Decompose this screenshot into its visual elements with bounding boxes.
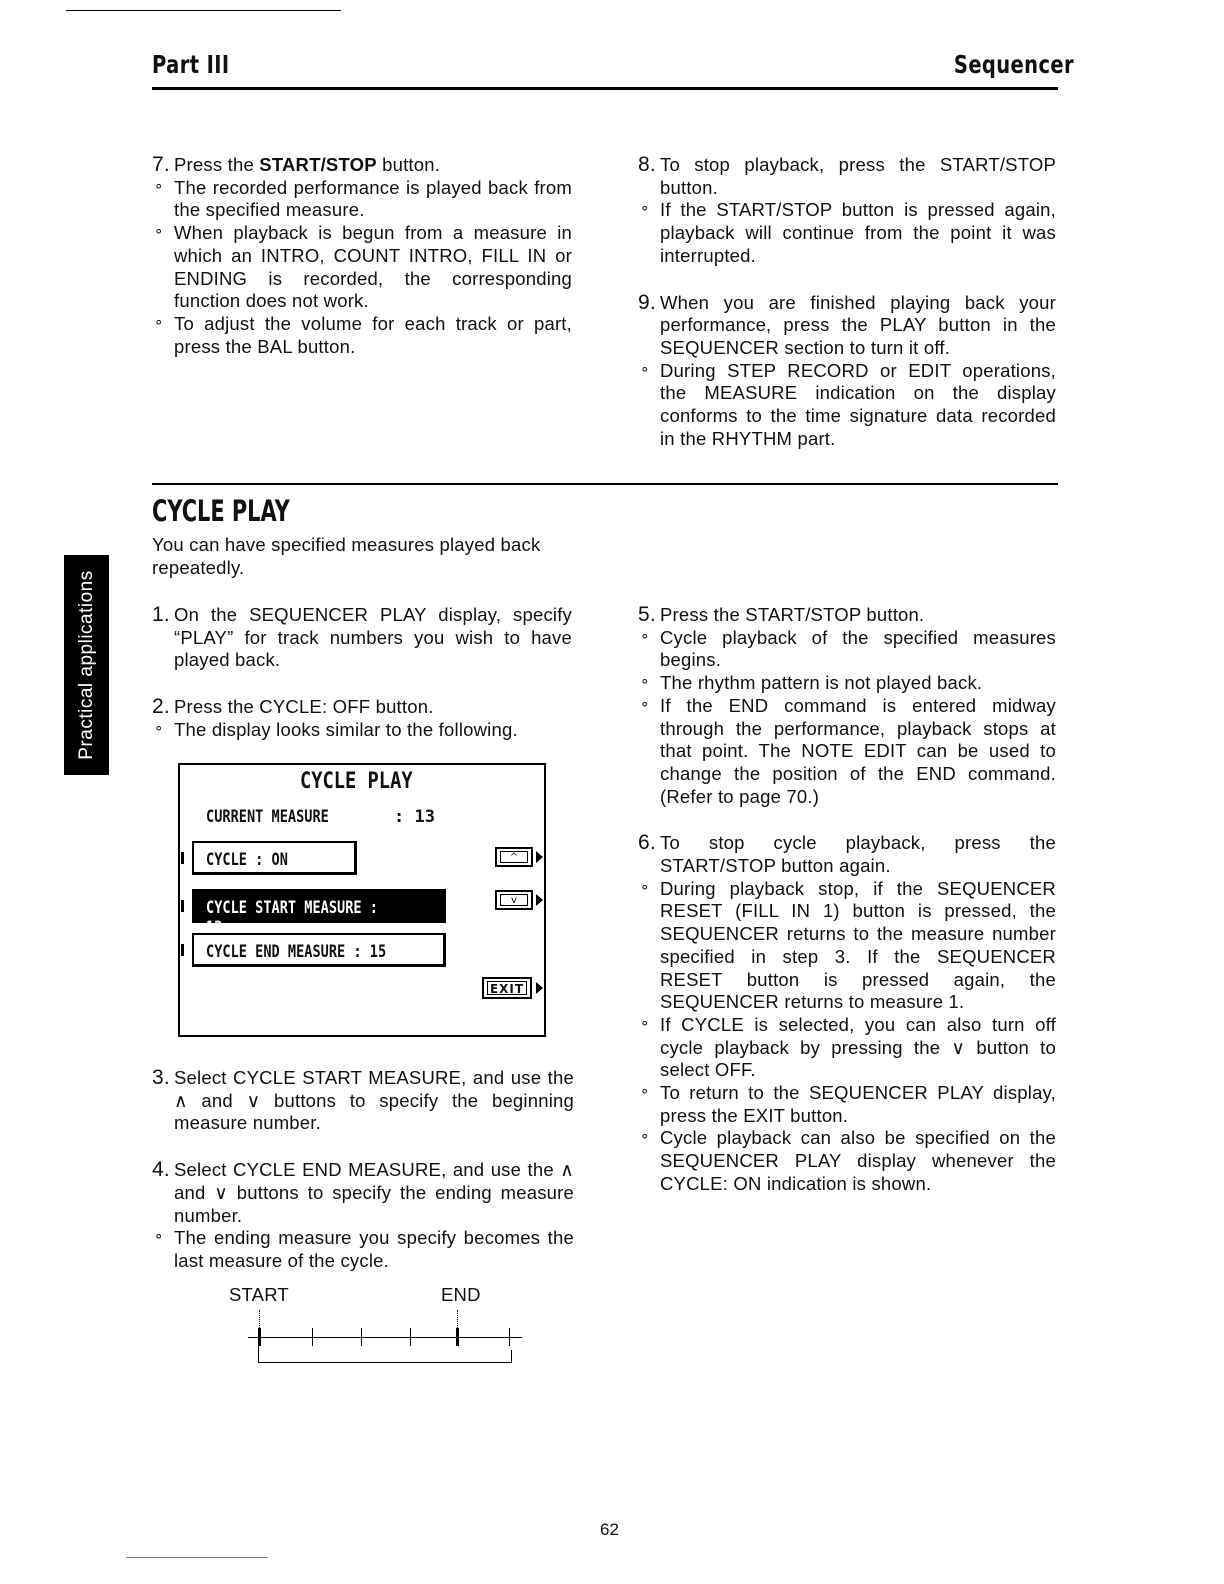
- lower-right-column: [638, 604, 1056, 1196]
- bullet: ∘ The recorded performance is played back from the specified measure.: [154, 176, 572, 221]
- top-left-column: [152, 154, 572, 358]
- lcd-cycle-row[interactable]: [192, 841, 357, 875]
- step-5: 5. Press the START/STOP button.: [638, 603, 925, 626]
- section-title: CYCLE PLAY: [152, 494, 290, 528]
- exit-label: EXIT: [487, 981, 527, 995]
- timeline-tick: [509, 1328, 510, 1346]
- bullet: ∘ The rhythm pattern is not played back.: [640, 672, 983, 694]
- timeline-tick: [258, 1328, 261, 1346]
- top-right-column: [638, 154, 1056, 450]
- bullet: ∘ During playback stop, if the SEQUENCER RESET (FILL IN 1) button is pressed, the SEQUENCER returns to the measure number specified in step 3. If the SEQUENCER RESET button is pressed again, the SEQUENCER returns to measure 1.: [640, 877, 1056, 1013]
- timeline-tick: [361, 1328, 362, 1346]
- chapter-heading: Sequencer: [953, 50, 1074, 79]
- timeline-tick: [312, 1328, 313, 1346]
- timeline-tick: [456, 1328, 459, 1346]
- step-2: 2. Press the CYCLE: OFF button.: [152, 695, 434, 719]
- bullet: ∘ Cycle playback can also be specified on the SEQUENCER PLAY display whenever the CYCLE: ON indication is shown.: [640, 1127, 1056, 1194]
- lower-left-steps-b: [152, 1067, 574, 1273]
- lcd-current-measure-label: CURRENT MEASURE: [206, 807, 329, 827]
- selector-mark: [181, 900, 184, 912]
- side-tab: [64, 555, 109, 775]
- bullet: ∘ When playback is begun from a measure in which an INTRO, COUNT INTRO, FILL IN or ENDING is recorded, the corresponding function does not work.: [154, 222, 572, 312]
- timeline-axis: [248, 1337, 522, 1338]
- top-edge-line: [66, 10, 341, 11]
- step-1: 1. On the SEQUENCER PLAY display, specify “PLAY” for track numbers you wish to have played back.: [152, 603, 572, 671]
- step-number: 7.: [152, 153, 170, 176]
- pointer-icon: [536, 894, 543, 906]
- selector-mark: [181, 944, 184, 956]
- pointer-icon: [536, 982, 543, 994]
- step-9: 9. When you are finished playing back your performance, press the PLAY button in the SEQUENCER section to turn it off.: [638, 290, 1056, 358]
- side-tab-label: Practical applications: [75, 570, 97, 760]
- up-arrow-icon: ^: [500, 851, 528, 863]
- timeline-dash: [259, 1310, 261, 1328]
- section-intro: You can have specified measures played back repeatedly.: [152, 534, 541, 578]
- timeline-end-label: END: [441, 1284, 481, 1305]
- lcd-exit-button[interactable]: [482, 977, 532, 999]
- lcd-cycle-start-text: CYCLE START MEASURE : 12: [206, 898, 378, 938]
- lcd-display: [178, 763, 546, 1037]
- bullet: ∘ The ending measure you specify becomes the last measure of the cycle.: [154, 1227, 574, 1271]
- bullet: ∘ To adjust the volume for each track or part, press the BAL button.: [154, 312, 572, 357]
- lcd-cycle-end-row[interactable]: [192, 933, 446, 967]
- loop-bracket-right: [511, 1350, 512, 1363]
- lower-left-steps-a: [152, 604, 572, 742]
- timeline-start-label: START: [229, 1284, 289, 1305]
- bullet: ∘ If the END command is entered midway through the performance, playback stops at that point. The NOTE EDIT can be used to change the position of the END command. (Refer to page 70.): [640, 694, 1056, 807]
- step-7: 7. Press the START/STOP button.: [152, 153, 441, 176]
- timeline-tick: [410, 1328, 411, 1346]
- bullet: ∘ The display looks similar to the following.: [154, 718, 518, 740]
- loop-bracket-left: [258, 1346, 259, 1363]
- lcd-title: CYCLE PLAY: [300, 769, 413, 794]
- loop-bracket-bottom: [258, 1362, 512, 1363]
- step-4: 4. Select CYCLE END MEASURE, and use the ∧ and ∨ buttons to specify the ending measure number.: [152, 1158, 574, 1226]
- bullet: ∘ Cycle playback of the specified measures begins.: [640, 626, 1056, 671]
- selector-mark: [181, 852, 184, 864]
- pointer-icon: [536, 851, 543, 863]
- bullet: ∘ To return to the SEQUENCER PLAY display, press the EXIT button.: [640, 1082, 1056, 1126]
- step-8: 8. To stop playback, press the START/STOP button.: [638, 153, 1056, 198]
- lcd-down-button[interactable]: [495, 890, 533, 910]
- lcd-current-measure-value: : 13: [394, 807, 435, 827]
- header-rule: [152, 87, 1058, 90]
- lcd-cycle-end-text: CYCLE END MEASURE : 15: [206, 942, 387, 962]
- step-6: 6. To stop cycle playback, press the START/STOP button again.: [638, 831, 1056, 877]
- lcd-up-button[interactable]: [495, 847, 533, 867]
- bottom-edge-line: [126, 1557, 268, 1558]
- bullet: ∘ During STEP RECORD or EDIT operations, the MEASURE indication on the display conforms to the time signature data recorded in the RHYTHM part.: [640, 359, 1056, 449]
- down-arrow-icon: v: [500, 894, 528, 906]
- timeline-dash: [457, 1310, 459, 1328]
- step-3: 3. Select CYCLE START MEASURE, and use the ∧ and ∨ buttons to specify the beginning measure number.: [152, 1066, 574, 1134]
- section-rule: [152, 483, 1058, 485]
- page-number: 62: [600, 1520, 619, 1539]
- lcd-cycle-text: CYCLE : ON: [206, 850, 288, 870]
- part-heading: Part III: [152, 50, 230, 79]
- bullet: ∘ If CYCLE is selected, you can also turn off cycle playback by pressing the ∨ button to select OFF.: [640, 1013, 1056, 1081]
- lcd-cycle-start-row[interactable]: [192, 889, 446, 938]
- bullet: ∘ If the START/STOP button is pressed again, playback will continue from the point it was interrupted.: [640, 199, 1056, 266]
